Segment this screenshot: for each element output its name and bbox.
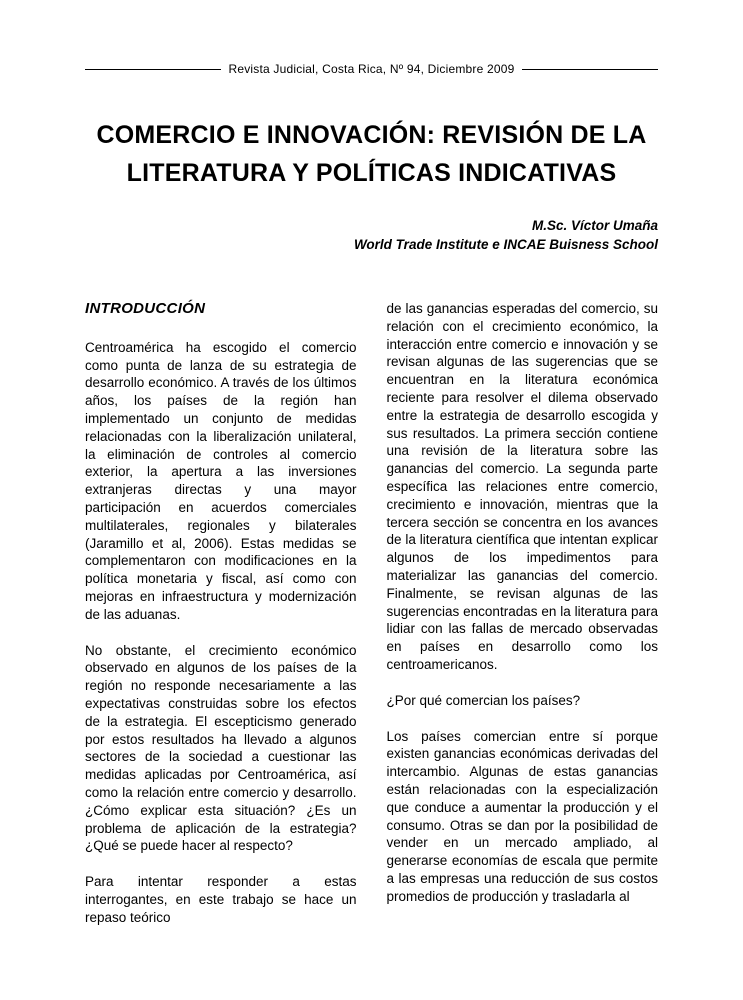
page-content	[85, 0, 658, 945]
paragraph: No obstante, el crecimiento económico observado en algunos de los países de la región no responde necesariamente a las expectativas construidas sobre los efectos de la estrategia. El escepticismo generado por estos resultados ha llevado a algunos sectores de la sociedad a cuestionar las medidas aplicadas por Centroamérica, así como la relación entre comercio y desarrollo. ¿Cómo explicar esta situación? ¿Es un problema de aplicación de la estrategia? ¿Qué se puede hacer al respecto?	[85, 642, 357, 854]
right-column	[387, 300, 659, 945]
byline	[85, 216, 658, 254]
header-rule-right	[522, 69, 658, 70]
author-name: M.Sc. Víctor Umaña	[531, 218, 658, 233]
header-rule-left	[85, 69, 221, 70]
journal-header	[85, 62, 658, 76]
article-title: COMERCIO E INNOVACIÓN: REVISIÓN DE LA LITERATURA Y POLÍTICAS INDICATIVAS	[96, 121, 647, 187]
paragraph: Centroamérica ha escogido el comercio como punta de lanza de su estrategia de desarrollo económico. A través de los últimos años, los países de la región han implementado un conjunto de medidas relacionadas con la liberalización unilateral, la eliminación de controles al comercio exterior, la apertura a las inversiones extranjeras directas y una mayor participación en acuerdos comerciales multilaterales, regionales y bilaterales (Jaramillo et al, 2006). Estas medidas se complementaron con modificaciones en la política monetaria y fiscal, así como con mejoras en infraestructura y modernización de las aduanas.	[85, 339, 357, 622]
question-subheading: ¿Por qué comercian los países?	[386, 692, 581, 708]
paragraph: Para intentar responder a estas interrogantes, en este trabajo se hace un repaso teórico	[85, 874, 357, 925]
journal-header-text: Revista Judicial, Costa Rica, Nº 94, Diciembre 2009	[228, 62, 515, 76]
paragraph: de las ganancias esperadas del comercio, su relación con el crecimiento económico, la interacción entre comercio e innovación y se revisan algunas de las sugerencias que se encuentran en la literatura económica reciente para resolver el dilema observado entre la estrategia de desarrollo escogida y sus resultados. La primera sección contiene una revisión de la literatura sobre las ganancias del comercio. La segunda parte específica las relaciones entre comercio, crecimiento e innovación, mientras que la tercera sección se concentra en los avances de la literatura científica que intentan explicar algunos de los impedimentos para materializar las ganancias del comercio. Finalmente, se revisan algunas de las sugerencias encontradas en la literatura para lidiar con las fallas de mercado observadas en países en desarrollo como los centroamericanos.	[386, 301, 658, 672]
paragraph: Los países comercian entre sí porque existen ganancias económicas derivadas del intercambio. Algunas de estas ganancias están relacionadas con la especialización que conduce a aumentar la producción y el consumo. Otras se dan por la posibilidad de vender en un mercado ampliado, al generarse economías de escala que permite a las empresas una reducción de sus costos promedios de producción y trasladarla al	[386, 728, 658, 904]
author-affiliation: World Trade Institute e INCAE Buisness School	[353, 237, 658, 252]
section-heading-introduccion: INTRODUCCIÓN	[85, 300, 206, 317]
two-column-body	[85, 300, 658, 945]
left-column	[85, 300, 357, 945]
